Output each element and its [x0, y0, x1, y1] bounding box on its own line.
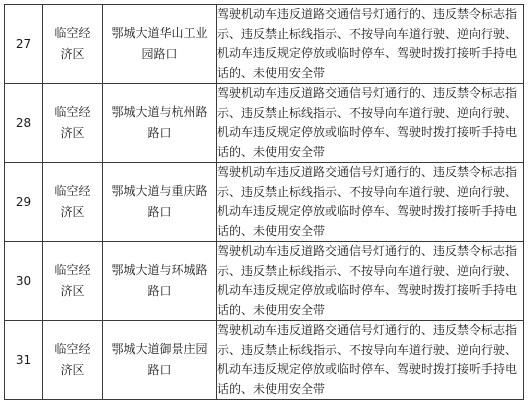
- table-row: [5, 84, 524, 163]
- violations-cell: [217, 84, 524, 163]
- violations-text: 驾驶机动车违反道路交通信号灯通行的、违反禁令标志指示、违反禁止标线指示、不按导向车道行驶、逆向行驶、机动车违反规定停放或临时停车、驾驶时拨打接听手持电话的、未使用安全带: [217, 86, 518, 159]
- violations-cell: [217, 163, 524, 242]
- district-cell: [43, 84, 103, 163]
- district-text: 临空经济区: [54, 342, 91, 377]
- row-number: 27: [5, 5, 43, 84]
- violations-cell: [217, 321, 524, 400]
- district-text: 临空经济区: [54, 105, 91, 140]
- district-text: 临空经济区: [54, 26, 91, 61]
- location-text: 鄂城大道华山工业园路口: [111, 26, 208, 61]
- table-row: [5, 5, 524, 84]
- location-cell: [103, 321, 217, 400]
- location-cell: [103, 84, 217, 163]
- district-cell: [43, 242, 103, 321]
- location-text: 鄂城大道与杭州路路口: [111, 105, 208, 140]
- row-number: 30: [5, 242, 43, 321]
- district-text: 临空经济区: [54, 263, 91, 298]
- row-number: 29: [5, 163, 43, 242]
- violations-cell: [217, 5, 524, 84]
- location-text: 鄂城大道御景庄园路口: [111, 342, 208, 377]
- table-row: [5, 321, 524, 400]
- location-text: 鄂城大道与环城路路口: [111, 263, 208, 298]
- enforcement-points-table: [4, 4, 524, 400]
- district-text: 临空经济区: [54, 184, 91, 219]
- location-cell: [103, 163, 217, 242]
- table-row: [5, 163, 524, 242]
- location-text: 鄂城大道与重庆路路口: [111, 184, 208, 219]
- violations-text: 驾驶机动车违反道路交通信号灯通行的、违反禁令标志指示、违反禁止标线指示、不按导向车道行驶、逆向行驶、机动车违反规定停放或临时停车、驾驶时拨打接听手持电话的、未使用安全带: [217, 165, 518, 238]
- location-cell: [103, 5, 217, 84]
- row-number: 28: [5, 84, 43, 163]
- violations-text: 驾驶机动车违反道路交通信号灯通行的、违反禁令标志指示、违反禁止标线指示、不按导向车道行驶、逆向行驶、机动车违反规定停放或临时停车、驾驶时拨打接听手持电话的、未使用安全带: [217, 7, 518, 80]
- violations-text: 驾驶机动车违反道路交通信号灯通行的、违反禁令标志指示、违反禁止标线指示、不按导向车道行驶、逆向行驶、机动车违反规定停放或临时停车、驾驶时拨打接听手持电话的、未使用安全带: [217, 244, 518, 317]
- location-cell: [103, 242, 217, 321]
- district-cell: [43, 5, 103, 84]
- district-cell: [43, 163, 103, 242]
- table-row: [5, 242, 524, 321]
- violations-cell: [217, 242, 524, 321]
- row-number: 31: [5, 321, 43, 400]
- violations-text: 驾驶机动车违反道路交通信号灯通行的、违反禁令标志指示、违反禁止标线指示、不按导向车道行驶、逆向行驶、机动车违反规定停放或临时停车、驾驶时拨打接听手持电话的、未使用安全带: [217, 323, 518, 396]
- district-cell: [43, 321, 103, 400]
